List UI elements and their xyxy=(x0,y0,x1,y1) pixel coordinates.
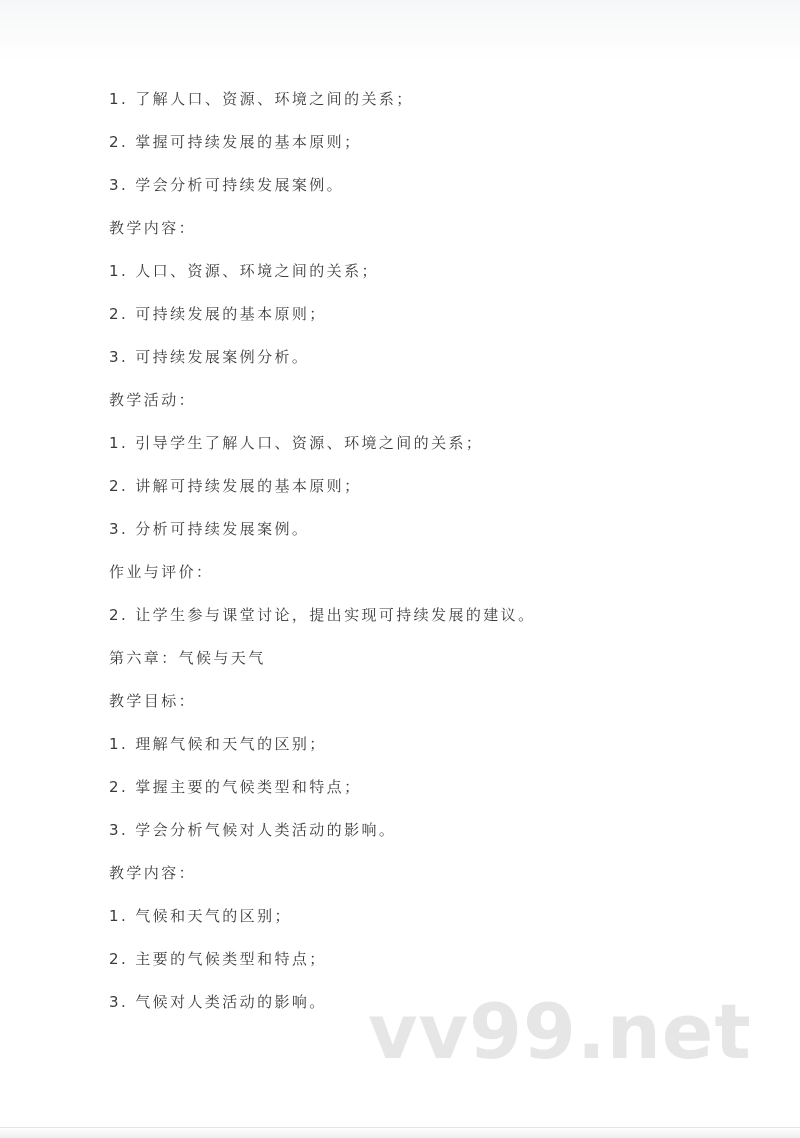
section-heading: 教学内容： xyxy=(109,864,197,882)
text-line: 3. 分析可持续发展案例。 xyxy=(109,520,310,538)
section-heading: 教学内容： xyxy=(109,219,197,237)
section-heading: 教学活动： xyxy=(109,391,197,409)
text-line: 3. 可持续发展案例分析。 xyxy=(109,348,310,366)
document-body xyxy=(109,89,535,1035)
text-line: 2. 让学生参与课堂讨论，提出实现可持续发展的建议。 xyxy=(109,606,536,624)
text-line: 1. 了解人口、资源、环境之间的关系； xyxy=(109,90,414,108)
text-line: 3. 学会分析气候对人类活动的影响。 xyxy=(109,821,397,839)
section-heading: 作业与评价： xyxy=(109,563,214,581)
text-line: 2. 讲解可持续发展的基本原则； xyxy=(109,477,362,495)
text-line: 1. 人口、资源、环境之间的关系； xyxy=(109,262,379,280)
text-line: 3. 气候对人类活动的影响。 xyxy=(109,993,327,1011)
text-line: 2. 掌握可持续发展的基本原则； xyxy=(109,133,362,151)
watermark: vv99.net xyxy=(368,987,752,1076)
page-bottom-edge xyxy=(0,1127,800,1138)
chapter-heading: 第六章：气候与天气 xyxy=(109,649,266,667)
text-line: 2. 主要的气候类型和特点； xyxy=(109,950,327,968)
text-line: 3. 学会分析可持续发展案例。 xyxy=(109,176,345,194)
text-line: 1. 引导学生了解人口、资源、环境之间的关系； xyxy=(109,434,484,452)
text-line: 1. 气候和天气的区别； xyxy=(109,907,292,925)
text-line: 2. 掌握主要的气候类型和特点； xyxy=(109,778,362,796)
section-heading: 教学目标： xyxy=(109,692,197,710)
text-line: 2. 可持续发展的基本原则； xyxy=(109,305,327,323)
text-line: 1. 理解气候和天气的区别； xyxy=(109,735,327,753)
